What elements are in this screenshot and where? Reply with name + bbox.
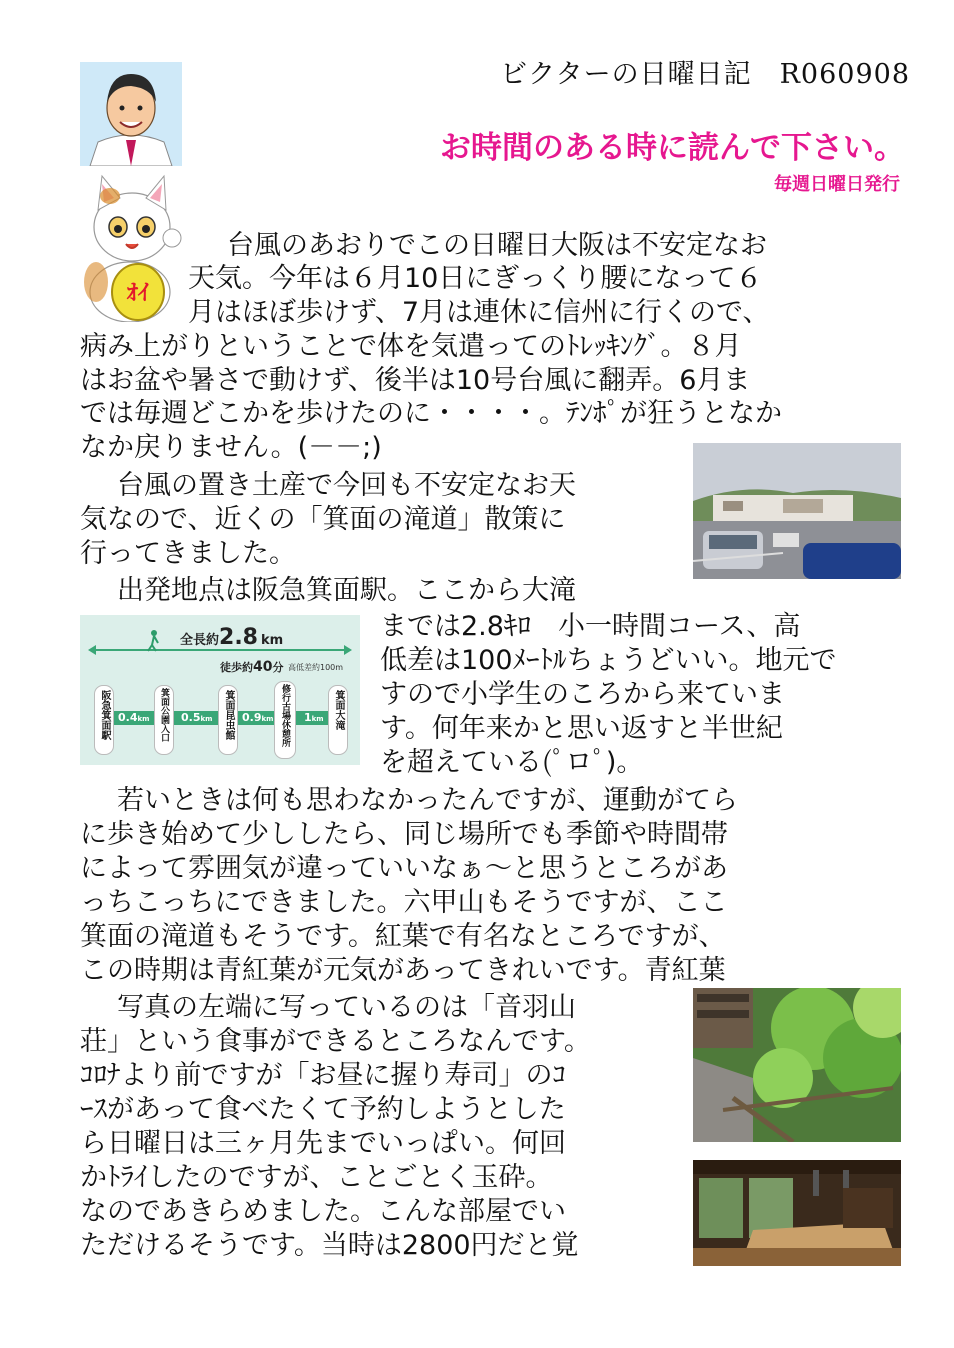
body-line: では毎週どこかを歩けたのに・・・・。ﾃﾝﾎﾟが狂うとなか <box>80 398 782 429</box>
body-line: 若いときは何も思わなかったんですが、運動がてら <box>117 785 738 816</box>
route-walk-value: 40 <box>253 659 273 675</box>
page-subtitle: お時間のある時に読んで下さい。 <box>440 130 905 165</box>
route-stop-label: 修行古場休憩所 <box>280 684 290 747</box>
route-distance-unit: km <box>311 715 324 723</box>
body-line: なか戻りません。(－－;) <box>80 432 382 463</box>
route-stop-label: 箕面大滝 <box>333 690 344 730</box>
body-line: 天気。今年は６月10日にぎっくり腰になって６ <box>188 263 763 294</box>
dining-room-photo <box>693 1160 901 1266</box>
body-line: かﾄﾗｲしたのですが、ことごとく玉砕。 <box>80 1162 553 1193</box>
route-stop-label: 箕面公園入口 <box>159 688 169 742</box>
body-line: 低差は100ﾒｰﾄﾙちょうどいい。地元で <box>380 645 837 676</box>
body-line: 台風のあおりでこの日曜日大阪は不安定なお <box>227 230 767 261</box>
body-line: 月はほぼ歩けず、7月は連休に信州に行くので、 <box>188 297 770 328</box>
body-line: なのであきらめました。こんな部屋でい <box>80 1196 566 1227</box>
body-line: 写真の左端に写っているのは「音羽山 <box>117 992 576 1023</box>
body-line: 箕面の滝道もそうです。紅葉で有名なところですが、 <box>80 921 726 952</box>
body-line: ら日曜日は三ヶ月先までいっぱい。何回 <box>80 1128 566 1159</box>
body-line: 荘」という食事ができるところなんです。 <box>80 1026 591 1057</box>
body-line: 行ってきました。 <box>80 538 296 569</box>
route-walk-label: 徒歩約 <box>220 661 253 674</box>
route-stop-label: 箕面昆虫館 <box>223 690 234 740</box>
route-distance-unit: km <box>137 715 150 723</box>
body-line: はお盆や暑さで動けず、後半は10号台風に翻弄。6月ま <box>80 365 751 396</box>
route-total-value: 2.8 <box>219 625 258 650</box>
route-stop <box>154 685 174 755</box>
body-line: 出発地点は阪急箕面駅。ここから大滝 <box>117 575 576 606</box>
green-maple-stream-image <box>693 988 901 1142</box>
route-elevation: 高低差約100m <box>288 663 344 672</box>
cartoon-man-avatar-icon <box>80 62 182 166</box>
maneki-neko-cat-icon <box>80 172 188 322</box>
publication-note: 毎週日曜日発行 <box>774 174 900 194</box>
body-line: までは2.8ｷﾛ 小一時間コース、高 <box>380 611 801 642</box>
svg-text:ｵｲ: ｵｲ <box>126 281 150 306</box>
page-title: ビクターの日曜日記 R060908 <box>500 59 910 90</box>
body-line: に歩き始めて少ししたら、同じ場所でも季節や時間帯 <box>80 819 728 850</box>
route-stop <box>94 685 114 755</box>
green-maple-photo <box>693 988 901 1142</box>
route-total-label: 全長約 <box>180 633 220 648</box>
route-walk-unit: 分 <box>272 661 284 674</box>
route-distance-value: 0.5 <box>181 711 201 724</box>
dining-room-image <box>693 1160 901 1266</box>
body-line: 台風の置き土産で今回も不安定なお天 <box>117 470 576 501</box>
route-stop <box>274 681 296 759</box>
route-distance <box>242 711 273 724</box>
route-distance-value: 0.9 <box>242 711 262 724</box>
body-line: 病み上がりということで体を気遣ってのﾄﾚｯｷﾝｸﾞ。８月 <box>80 331 742 362</box>
avatar <box>80 62 182 166</box>
route-stop <box>218 685 238 755</box>
body-line: を超えている(ﾟロﾟ)。 <box>380 747 644 778</box>
route-total-unit: km <box>261 633 284 648</box>
route-distance-value: 1 <box>304 711 312 724</box>
body-line: この時期は青紅葉が元気があってきれいです。青紅葉 <box>80 955 726 986</box>
route-distance-value: 0.4 <box>118 711 138 724</box>
body-line: ｰｽがあって食べたくて予約しようとした <box>80 1094 566 1125</box>
route-distance <box>181 711 212 724</box>
station-photo <box>693 443 901 579</box>
body-line: によって雰囲気が違っていいなぁ～と思うところがあ <box>80 853 728 884</box>
body-line: っちこっちにできました。六甲山もそうですが、ここ <box>80 887 728 918</box>
body-line: すので小学生のころから来ていま <box>380 679 785 710</box>
route-distance-unit: km <box>261 715 274 723</box>
route-distance-unit: km <box>200 715 213 723</box>
route-distance <box>118 711 149 724</box>
route-stop <box>328 685 348 755</box>
maneki-neko <box>80 172 188 322</box>
route-distance <box>304 711 324 724</box>
route-map <box>80 615 360 765</box>
body-line: ｺﾛﾅより前ですが「お昼に握り寿司」のｺ <box>80 1060 566 1091</box>
body-line: ただけるそうです。当時は2800円だと覚 <box>80 1230 579 1261</box>
route-stop-label: 阪急箕面駅 <box>99 690 110 740</box>
body-line: す。何年来かと思い返すと半世紀 <box>380 713 783 744</box>
body-line: 気なので、近くの「箕面の滝道」散策に <box>80 504 566 535</box>
station-parking-image <box>693 443 901 579</box>
